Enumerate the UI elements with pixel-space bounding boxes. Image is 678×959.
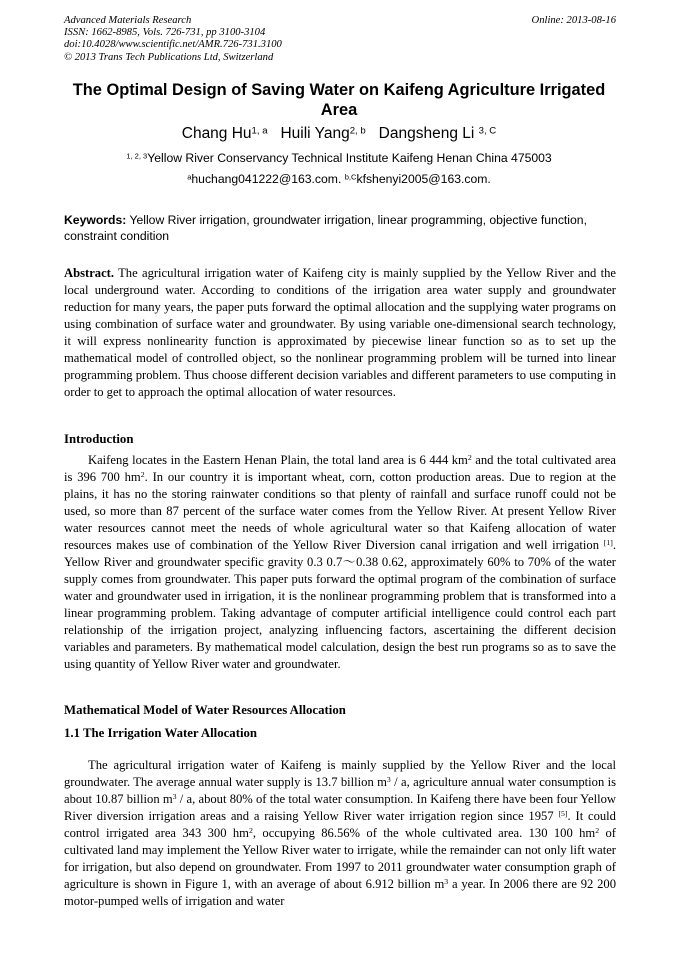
superscript: 3 [444,877,449,887]
keywords [64,213,616,244]
author-sup: 1, a [251,125,268,137]
affiliation-text: Yellow River Conservancy Technical Institute Kaifeng Henan China 475003 [147,151,552,165]
email-line [0,172,678,187]
email-address: kfshenyi2005@163.com. [356,172,491,186]
text-run: / a, about 80% of the total water consumption. In Kaifeng there have been four Yellow River diversion irrigation areas and a raising Yellow River water irrigation region since 1957 [64,792,616,823]
superscript: 2 [248,826,253,836]
email-address: huchang041222@163.com. [191,172,342,186]
superscript: 2 [140,470,145,480]
copyright-line: © 2013 Trans Tech Publications Ltd, Switzerland [64,51,274,63]
email-sup: a [187,172,192,182]
text-run: and the total cultivated area is 396 700 hm [64,453,616,484]
author-name: Dangsheng Li [378,125,475,142]
superscript: 3 [172,792,177,802]
affiliation-sup: 1, 2, 3 [126,151,148,161]
author-name: Huili Yang [280,125,350,142]
superscript: 3 [386,775,391,785]
text-run: Kaifeng locates in the Eastern Henan Plain, the total land area is 6 444 km [88,453,468,467]
citation-ref: [1] [603,538,613,548]
issn-line: ISSN: 1662-8985, Vols. 726-731, pp 3100-3104 [64,27,266,39]
text-run: a year. In 2006 there are 92 200 motor-pumped wells of irrigation and water [64,877,616,908]
abstract-label: Abstract. [64,266,115,280]
subsection-heading: 1.1 The Irrigation Water Allocation [64,726,258,740]
online-date: Online: 2013-08-16 [531,15,616,26]
introduction-paragraph [64,452,616,673]
author-name: Chang Hu [181,125,252,142]
text-run: The agricultural irrigation water of Kaifeng is mainly supplied by the Yellow River and the local groundwater. The average annual water supply is 13.7 billion m [64,758,616,789]
citation-ref: [5] [558,809,568,819]
text-run: . Yellow River and groundwater specific gravity 0.3 0.7～0.38 0.62, approximately 60% to 70% of the water supply comes from groundwater. This paper puts forward the optimal program of the combination of surface water and groundwater used in irrigation, it is the nonlinear programming problem that is transformed into a linear programming problem. Taking advantage of computer artificial intelligence could control each part relationship of the irrigation project, analyzing influencing factors, ascertaining the different decision variables and parameters. By mathematical model calculation, design the best run programs so as to save the using quantity of Yellow River water and groundwater. [64,538,616,671]
section-heading: Mathematical Model of Water Resources Allocation [64,703,346,717]
text-run: , occupying 86.56% of the whole cultivated area. 130 100 hm [252,826,596,840]
journal-header [64,15,616,64]
irrigation-allocation-paragraph [64,757,616,910]
author-sup: 2, b [349,125,366,137]
text-run: of cultivated land may implement the Yellow River water to irrigate, while the remainder can not only lift water for irrigation, but also depend on groundwater. From 1997 to 2011 groundwater water consumption graph of agriculture is shown in Figure 1, with an average of about 6.912 billion m [64,826,616,891]
paper-title: The Optimal Design of Saving Water on Kaifeng Agriculture Irrigated Area [72,81,606,119]
affiliation [0,151,678,166]
abstract-text: The agricultural irrigation water of Kaifeng city is mainly supplied by the Yellow River and the local underground water. According to conditions of the irrigation area water supply and groundwater reduction for many years, the paper puts forward the optimal allocation and the supplying water programs on using combination of surface water and groundwater. By using variable one-dimensional search technology, it will express nonlinearity function is approximated by piecewise linear function so as to set up the mathematical model of controlled object, so the nonlinear programming problem will be turned into linear programming problem. Thus choose different decision variables and different parameters to use computing in order to get to approach the optimal allocation of water resources. [64,266,616,399]
email-sup: b,C [344,172,357,182]
author-sup: 3, C [478,125,497,137]
journal-name: Advanced Materials Research [64,15,192,26]
abstract [64,265,616,401]
introduction-heading: Introduction [64,432,134,446]
keywords-label: Keywords: [64,213,127,227]
text-run: . It could control irrigated area 343 300 hm [64,809,616,840]
keywords-text: Yellow River irrigation, groundwater irrigation, linear programming, objective function, constraint condition [64,213,587,243]
author-list [0,124,678,143]
doi-line: doi:10.4028/www.scientific.net/AMR.726-731.3100 [64,39,282,51]
text-run: / a, agriculture annual water consumption is about 10.87 billion m [64,775,616,806]
superscript: 2 [595,826,600,836]
text-run: . In our country it is important wheat, corn, cotton production areas. Due to region at the plains, it has no the storing rainwater conditions so that plenty of rainfall and surface runoff could not be used, so more than 87 percent of the surface water comes from the Yellow River. At present Yellow River water resources cannot meet the needs of whole agricultural water so that Kaifeng allocation of water resources makes use of combination of the Yellow River Diversion canal irrigation and well irrigation [64,470,616,552]
superscript: 2 [467,453,472,463]
